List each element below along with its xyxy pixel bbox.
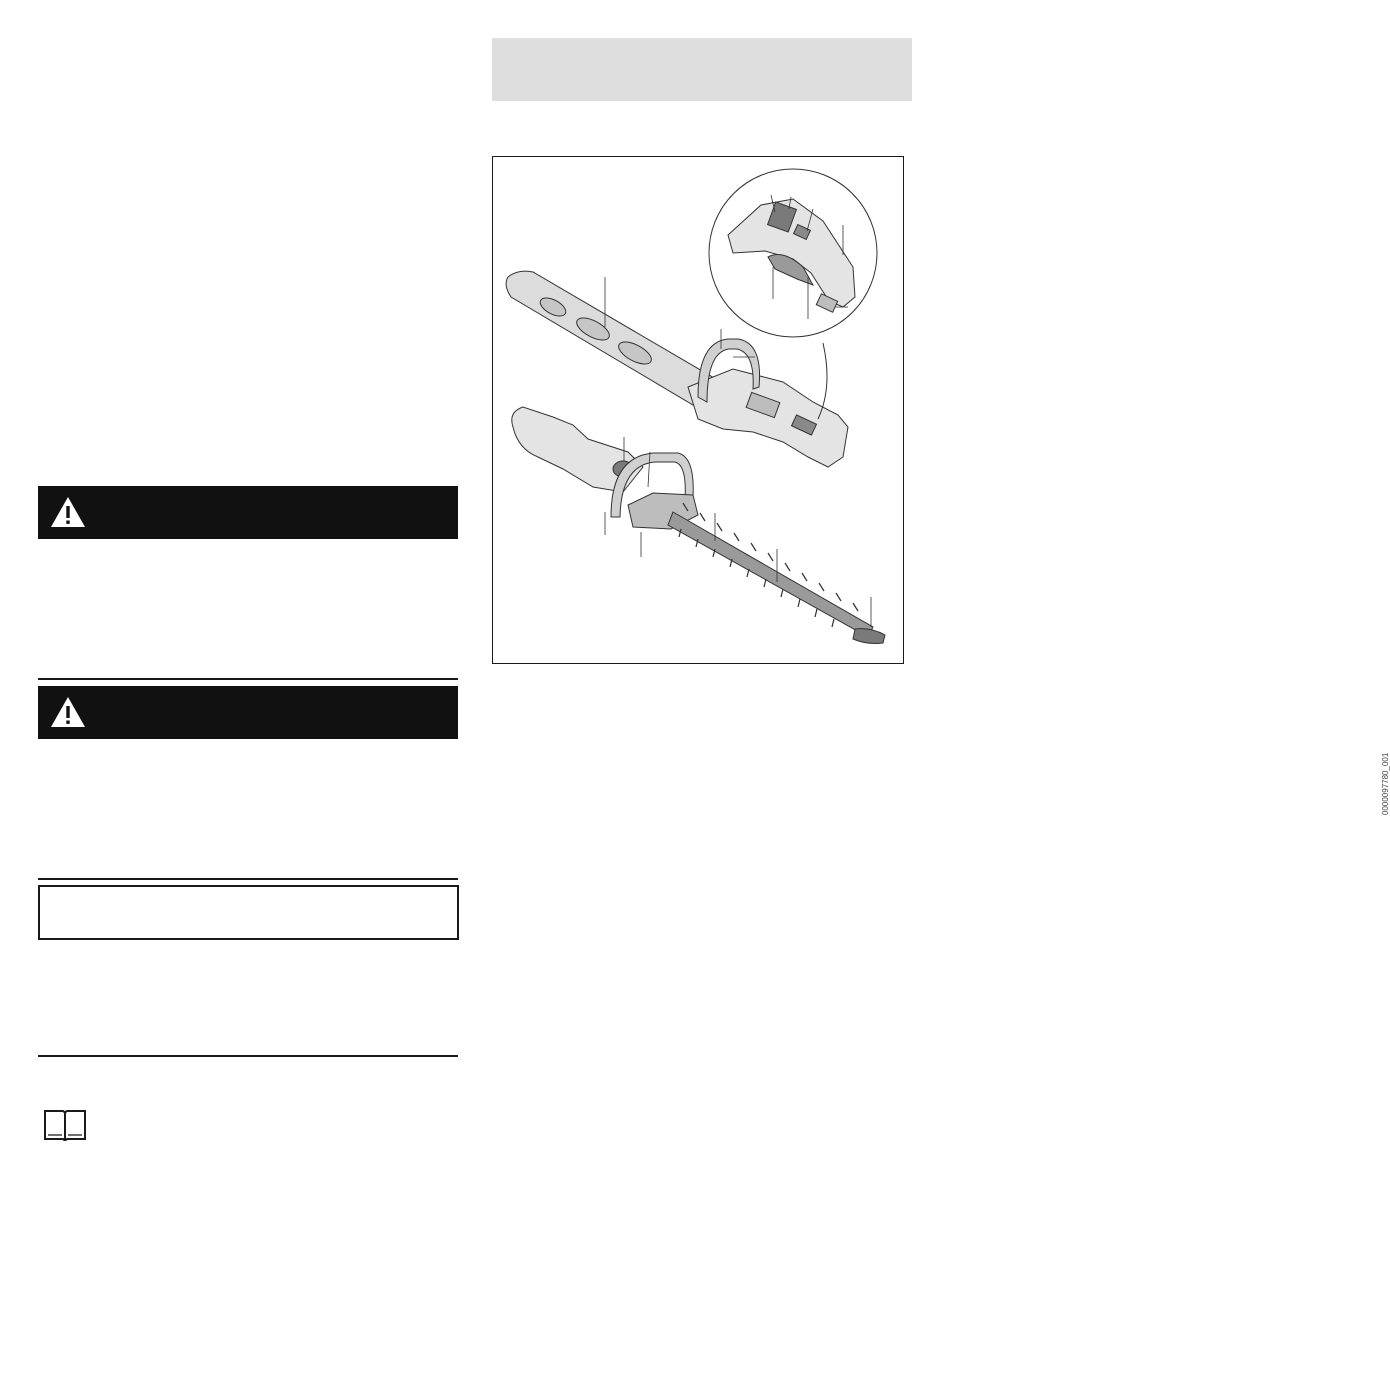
warning-banner-1: [38, 486, 458, 539]
cutting-blade: [668, 512, 873, 637]
book-icon: [42, 1108, 88, 1142]
hedge-trimmer-illustration: [493, 157, 903, 663]
divider-rule-1: [38, 678, 458, 680]
blade-guard: [506, 271, 721, 406]
notice-box: [38, 885, 459, 940]
section-header-bar: [492, 38, 912, 101]
warning-banner-2: [38, 686, 458, 739]
divider-rule-2: [38, 878, 458, 880]
figure-code: 0000097780_001: [1381, 752, 1390, 815]
warning-triangle-icon: [48, 492, 88, 532]
divider-rule-3: [38, 1055, 458, 1057]
warning-triangle-icon: [48, 692, 88, 732]
machine-body-top: [688, 369, 848, 467]
product-figure: [492, 156, 1390, 815]
